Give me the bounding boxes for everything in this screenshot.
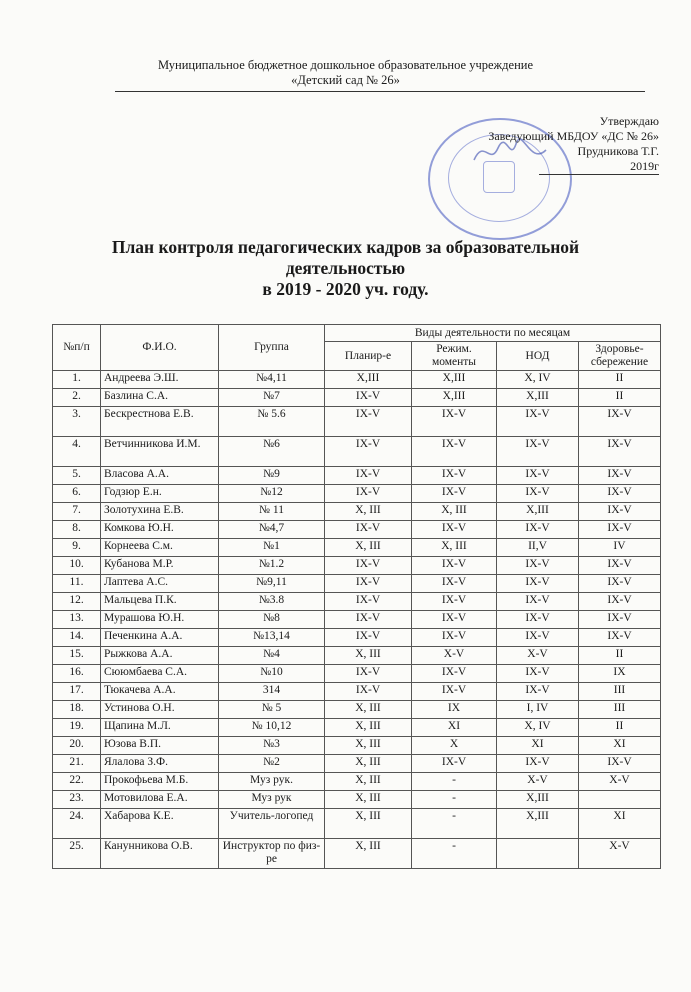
row-number: 10. <box>53 557 101 575</box>
teacher-name: Юзова В.П. <box>101 737 219 755</box>
teacher-name: Кубанова М.Р. <box>101 557 219 575</box>
row-number: 5. <box>53 467 101 485</box>
planning-cell: IX-V <box>325 521 412 539</box>
column-header-number: №п/п <box>53 325 101 371</box>
health-cell: II <box>579 647 661 665</box>
row-number: 1. <box>53 371 101 389</box>
row-number: 3. <box>53 407 101 437</box>
nod-cell: IX-V <box>497 557 579 575</box>
planning-cell: X, III <box>325 839 412 869</box>
teacher-name: Корнеева С.м. <box>101 539 219 557</box>
health-cell: IX-V <box>579 575 661 593</box>
health-cell: IX <box>579 665 661 683</box>
teacher-name: Устинова О.Н. <box>101 701 219 719</box>
column-header-health: Здоровье-сбережение <box>579 342 661 371</box>
regime-cell: IX-V <box>412 629 497 647</box>
table-row <box>53 557 661 575</box>
regime-cell: X, III <box>412 539 497 557</box>
row-number: 11. <box>53 575 101 593</box>
table-row <box>53 467 661 485</box>
health-cell: IX-V <box>579 407 661 437</box>
column-header-name: Ф.И.О. <box>101 325 219 371</box>
teacher-name: Комкова Ю.Н. <box>101 521 219 539</box>
group-cell: Муз рук. <box>219 773 325 791</box>
column-header-activity-types: Виды деятельности по месяцам <box>325 325 661 342</box>
nod-cell: IX-V <box>497 593 579 611</box>
group-cell: №1.2 <box>219 557 325 575</box>
nod-cell: IX-V <box>497 665 579 683</box>
teacher-name: Тюкачева А.А. <box>101 683 219 701</box>
group-cell: № 11 <box>219 503 325 521</box>
health-cell: IX-V <box>579 557 661 575</box>
group-cell: №1 <box>219 539 325 557</box>
regime-cell: IX-V <box>412 593 497 611</box>
health-cell: IV <box>579 539 661 557</box>
nod-cell: I, IV <box>497 701 579 719</box>
row-number: 16. <box>53 665 101 683</box>
regime-cell: XI <box>412 719 497 737</box>
teacher-name: Сююмбаева С.А. <box>101 665 219 683</box>
health-cell: IX-V <box>579 437 661 467</box>
regime-cell: IX-V <box>412 407 497 437</box>
teacher-name: Щапина М.Л. <box>101 719 219 737</box>
table-row <box>53 773 661 791</box>
teacher-name: Бескрестнова Е.В. <box>101 407 219 437</box>
group-cell: №4,7 <box>219 521 325 539</box>
table-row <box>53 371 661 389</box>
nod-cell: IX-V <box>497 467 579 485</box>
regime-cell: - <box>412 839 497 869</box>
regime-cell: IX-V <box>412 557 497 575</box>
regime-cell: X,III <box>412 371 497 389</box>
teacher-name: Мурашова Ю.Н. <box>101 611 219 629</box>
health-cell: IX-V <box>579 593 661 611</box>
table-row <box>53 593 661 611</box>
table-row <box>53 665 661 683</box>
nod-cell: II,V <box>497 539 579 557</box>
nod-cell: X-V <box>497 773 579 791</box>
row-number: 17. <box>53 683 101 701</box>
document-title: План контроля педагогических кадров за образовательной деятельностью в 2019 - 2020 уч. году. <box>111 237 580 299</box>
group-cell: №4,11 <box>219 371 325 389</box>
group-cell: №3.8 <box>219 593 325 611</box>
table-row <box>53 839 661 869</box>
table-row <box>53 503 661 521</box>
teacher-name: Годзюр Е.н. <box>101 485 219 503</box>
nod-cell: IX-V <box>497 575 579 593</box>
group-cell: № 10,12 <box>219 719 325 737</box>
row-number: 23. <box>53 791 101 809</box>
regime-cell: IX-V <box>412 437 497 467</box>
teacher-name: Мотовилова Е.А. <box>101 791 219 809</box>
teacher-name: Лаптева А.С. <box>101 575 219 593</box>
health-cell: II <box>579 389 661 407</box>
planning-cell: X, III <box>325 791 412 809</box>
health-cell: XI <box>579 737 661 755</box>
regime-cell: IX-V <box>412 575 497 593</box>
planning-cell: X, III <box>325 701 412 719</box>
teacher-name: Ялалова З.Ф. <box>101 755 219 773</box>
group-cell: №3 <box>219 737 325 755</box>
approval-signer: Прудникова Т.Г. <box>577 144 659 158</box>
teacher-name: Власова А.А. <box>101 467 219 485</box>
group-cell: Учитель-логопед <box>219 809 325 839</box>
table-row <box>53 737 661 755</box>
nod-cell: IX-V <box>497 521 579 539</box>
health-cell: X-V <box>579 839 661 869</box>
nod-cell: IX-V <box>497 683 579 701</box>
regime-cell: - <box>412 809 497 839</box>
regime-cell: IX-V <box>412 467 497 485</box>
planning-cell: IX-V <box>325 575 412 593</box>
row-number: 12. <box>53 593 101 611</box>
row-number: 8. <box>53 521 101 539</box>
nod-cell: IX-V <box>497 485 579 503</box>
planning-cell: IX-V <box>325 629 412 647</box>
table-row <box>53 521 661 539</box>
header-divider <box>115 91 645 92</box>
nod-cell: X,III <box>497 809 579 839</box>
column-header-group: Группа <box>219 325 325 371</box>
table-row <box>53 575 661 593</box>
nod-cell: X,III <box>497 389 579 407</box>
health-cell: IX-V <box>579 503 661 521</box>
row-number: 13. <box>53 611 101 629</box>
regime-cell: - <box>412 773 497 791</box>
table-row <box>53 755 661 773</box>
row-number: 6. <box>53 485 101 503</box>
nod-cell: IX-V <box>497 437 579 467</box>
health-cell <box>579 791 661 809</box>
row-number: 18. <box>53 701 101 719</box>
teacher-name: Хабарова К.Е. <box>101 809 219 839</box>
teacher-name: Мальцева П.К. <box>101 593 219 611</box>
nod-cell: IX-V <box>497 611 579 629</box>
table-row <box>53 539 661 557</box>
planning-cell: IX-V <box>325 683 412 701</box>
approval-block <box>488 114 659 175</box>
row-number: 25. <box>53 839 101 869</box>
organization-name: Муниципальное бюджетное дошкольное образовательное учреждение <box>158 58 533 72</box>
table-row <box>53 437 661 467</box>
regime-cell: X, III <box>412 503 497 521</box>
planning-cell: IX-V <box>325 437 412 467</box>
teacher-name: Канунникова О.В. <box>101 839 219 869</box>
teacher-name: Золотухина Е.В. <box>101 503 219 521</box>
health-cell: IX-V <box>579 485 661 503</box>
group-cell: Муз рук <box>219 791 325 809</box>
table-row <box>53 611 661 629</box>
planning-cell: IX-V <box>325 389 412 407</box>
table-row <box>53 791 661 809</box>
row-number: 14. <box>53 629 101 647</box>
teacher-name: Рыжкова А.А. <box>101 647 219 665</box>
table-row <box>53 647 661 665</box>
table-row <box>53 683 661 701</box>
planning-cell: IX-V <box>325 467 412 485</box>
row-number: 20. <box>53 737 101 755</box>
planning-cell: X, III <box>325 719 412 737</box>
health-cell: IX-V <box>579 521 661 539</box>
health-cell: III <box>579 701 661 719</box>
regime-cell: IX-V <box>412 665 497 683</box>
table-row <box>53 719 661 737</box>
planning-cell: X, III <box>325 809 412 839</box>
health-cell: IX-V <box>579 755 661 773</box>
group-cell: №10 <box>219 665 325 683</box>
column-header-regime: Режим. моменты <box>412 342 497 371</box>
planning-cell: IX-V <box>325 611 412 629</box>
group-cell: №4 <box>219 647 325 665</box>
approval-date: 2019г <box>539 159 659 175</box>
teacher-name: Андреева Э.Ш. <box>101 371 219 389</box>
nod-cell: IX-V <box>497 407 579 437</box>
planning-cell: IX-V <box>325 557 412 575</box>
regime-cell: - <box>412 791 497 809</box>
planning-cell: X, III <box>325 773 412 791</box>
column-header-planning: Планир-е <box>325 342 412 371</box>
table-row <box>53 629 661 647</box>
planning-cell: X, III <box>325 539 412 557</box>
group-cell: № 5 <box>219 701 325 719</box>
planning-cell: IX-V <box>325 485 412 503</box>
regime-cell: IX-V <box>412 755 497 773</box>
table-row <box>53 485 661 503</box>
nod-cell <box>497 839 579 869</box>
approval-position: Заведующий МБДОУ «ДС № 26» <box>488 129 659 143</box>
health-cell: X-V <box>579 773 661 791</box>
group-cell: №8 <box>219 611 325 629</box>
group-cell: №9 <box>219 467 325 485</box>
planning-cell: IX-V <box>325 665 412 683</box>
nod-cell: X, IV <box>497 719 579 737</box>
health-cell: XI <box>579 809 661 839</box>
planning-cell: IX-V <box>325 407 412 437</box>
organization-header <box>0 58 691 88</box>
table-row <box>53 389 661 407</box>
regime-cell: X <box>412 737 497 755</box>
organization-short-name: «Детский сад № 26» <box>291 73 400 87</box>
table-row <box>53 809 661 839</box>
nod-cell: IX-V <box>497 755 579 773</box>
group-cell: №12 <box>219 485 325 503</box>
row-number: 24. <box>53 809 101 839</box>
control-plan-table <box>52 324 661 869</box>
group-cell: №2 <box>219 755 325 773</box>
group-cell: №6 <box>219 437 325 467</box>
group-cell: №9,11 <box>219 575 325 593</box>
nod-cell: XI <box>497 737 579 755</box>
teacher-name: Прокофьева М.Б. <box>101 773 219 791</box>
row-number: 15. <box>53 647 101 665</box>
group-cell: №7 <box>219 389 325 407</box>
health-cell: IX-V <box>579 467 661 485</box>
row-number: 19. <box>53 719 101 737</box>
nod-cell: X,III <box>497 791 579 809</box>
planning-cell: X,III <box>325 371 412 389</box>
table-row <box>53 701 661 719</box>
planning-cell: X, III <box>325 755 412 773</box>
regime-cell: IX-V <box>412 683 497 701</box>
health-cell: IX-V <box>579 611 661 629</box>
row-number: 4. <box>53 437 101 467</box>
column-header-nod: НОД <box>497 342 579 371</box>
planning-cell: IX-V <box>325 593 412 611</box>
nod-cell: X-V <box>497 647 579 665</box>
row-number: 9. <box>53 539 101 557</box>
regime-cell: IX <box>412 701 497 719</box>
regime-cell: IX-V <box>412 485 497 503</box>
row-number: 2. <box>53 389 101 407</box>
health-cell: IX-V <box>579 629 661 647</box>
group-cell: №13,14 <box>219 629 325 647</box>
health-cell: II <box>579 719 661 737</box>
regime-cell: IX-V <box>412 521 497 539</box>
teacher-name: Печенкина А.А. <box>101 629 219 647</box>
planning-cell: X, III <box>325 647 412 665</box>
health-cell: II <box>579 371 661 389</box>
group-cell: Инструктор по физ-ре <box>219 839 325 869</box>
planning-cell: X, III <box>325 503 412 521</box>
row-number: 21. <box>53 755 101 773</box>
planning-cell: X, III <box>325 737 412 755</box>
row-number: 22. <box>53 773 101 791</box>
nod-cell: X,III <box>497 503 579 521</box>
approval-heading: Утверждаю <box>599 114 659 128</box>
table-row <box>53 407 661 437</box>
regime-cell: IX-V <box>412 611 497 629</box>
nod-cell: X, IV <box>497 371 579 389</box>
row-number: 7. <box>53 503 101 521</box>
health-cell: III <box>579 683 661 701</box>
regime-cell: X,III <box>412 389 497 407</box>
teacher-name: Базлина С.А. <box>101 389 219 407</box>
teacher-name: Ветчинникова И.М. <box>101 437 219 467</box>
nod-cell: IX-V <box>497 629 579 647</box>
group-cell: 314 <box>219 683 325 701</box>
regime-cell: X-V <box>412 647 497 665</box>
group-cell: № 5.6 <box>219 407 325 437</box>
